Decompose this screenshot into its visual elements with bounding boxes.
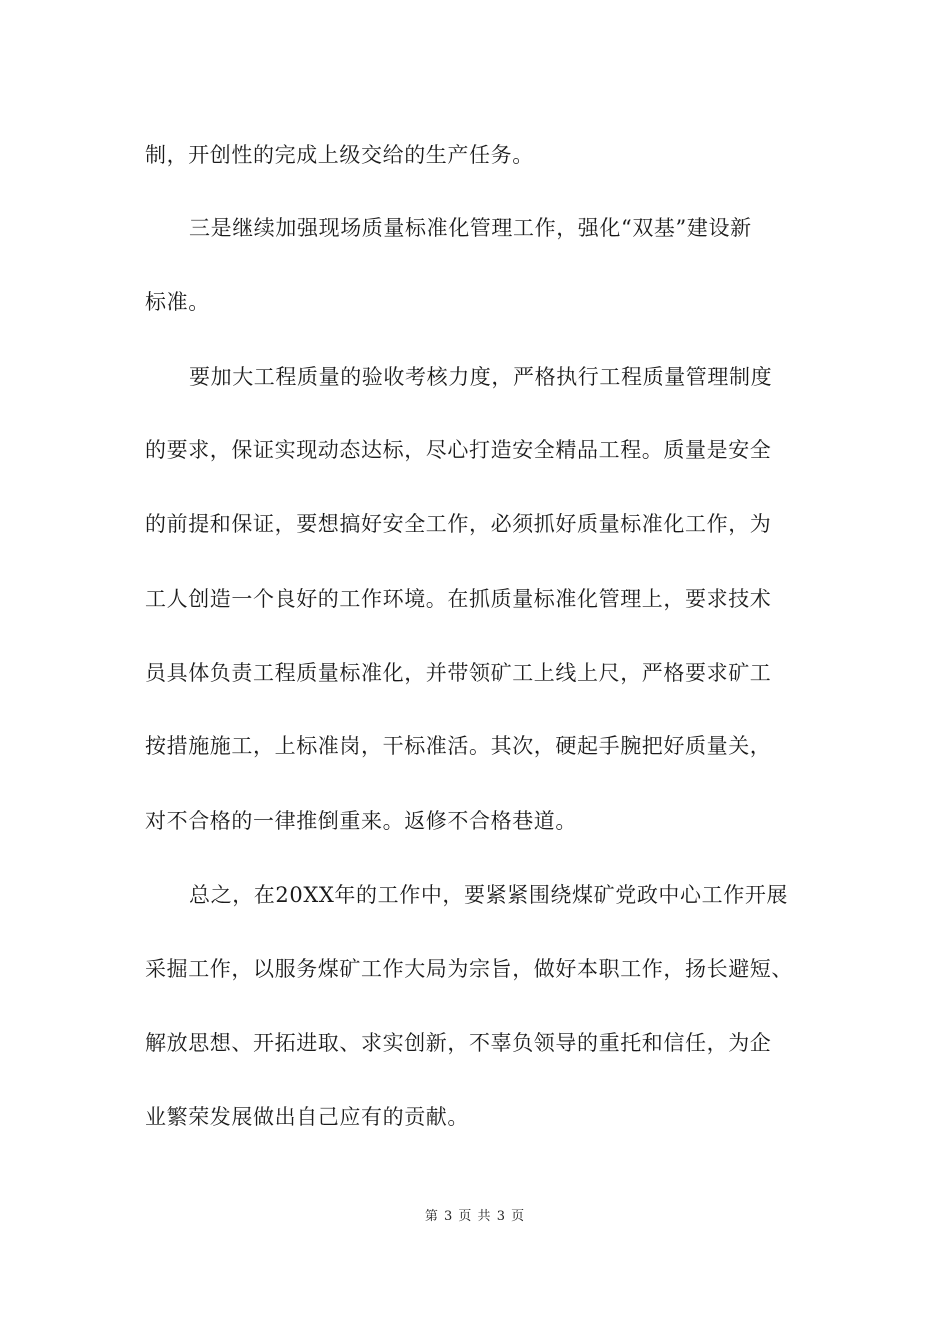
text-line: 三是继续加强现场质量标准化管理工作，强化“双基”建设新 xyxy=(189,216,752,240)
text-line: 的要求，保证实现动态达标，尽心打造安全精品工程。质量是安全 xyxy=(145,438,772,462)
text-line: 业繁荣发展做出自己应有的贡献。 xyxy=(145,1105,469,1129)
text-line: 要加大工程质量的验收考核力度，严格执行工程质量管理制度 xyxy=(189,365,773,389)
text-line: 解放思想、开拓进取、求实创新，不辜负领导的重托和信任，为企 xyxy=(145,1031,772,1055)
page-number-footer: 第 3 页 共 3 页 xyxy=(424,1209,526,1224)
text-line: 制，开创性的完成上级交给的生产任务。 xyxy=(145,143,534,167)
text-line: 总之，在20XX年的工作中，要紧紧围绕煤矿党政中心工作开展 xyxy=(189,883,789,907)
text-line: 对不合格的一律推倒重来。返修不合格巷道。 xyxy=(145,809,577,833)
text-line: 按措施施工，上标准岗，干标准活。其次，硬起手腕把好质量关， xyxy=(145,734,772,758)
text-line: 的前提和保证，要想搞好安全工作，必须抓好质量标准化工作，为 xyxy=(145,512,772,536)
text-line: 工人创造一个良好的工作环境。在抓质量标准化管理上，要求技术 xyxy=(145,587,772,611)
text-line: 标准。 xyxy=(145,290,210,314)
text-line: 员具体负责工程质量标准化，并带领矿工上线上尺，严格要求矿工 xyxy=(145,661,772,685)
text-line: 采掘工作，以服务煤矿工作大局为宗旨，做好本职工作，扬长避短、 xyxy=(145,957,793,981)
